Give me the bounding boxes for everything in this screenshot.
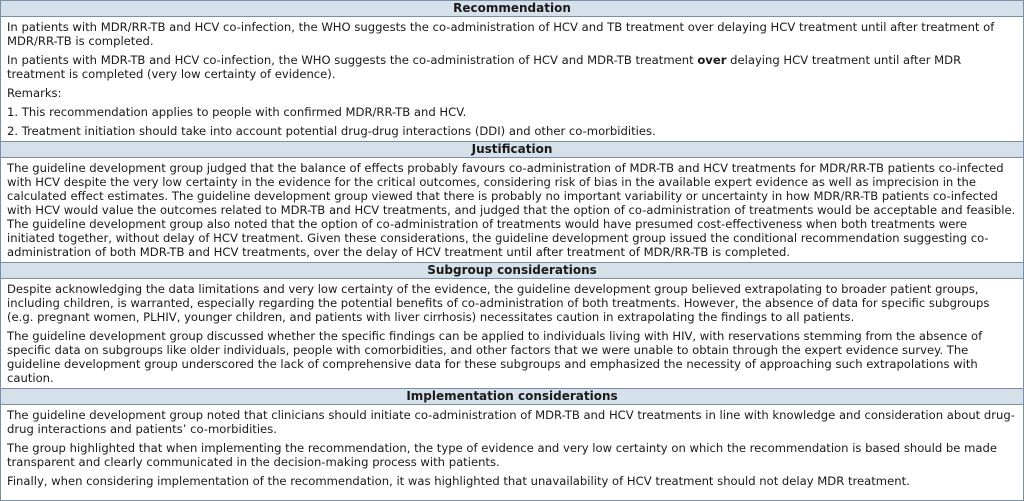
remark-1: 1. This recommendation applies to people with confirmed MDR/RR-TB and HCV. [7,105,467,119]
subgroup-section [1,279,1023,388]
implementation-paragraph-3: Finally, when considering implementation of the recommendation, it was highlighted that unavailability of HCV treatment should not delay MDR treatment. [7,474,910,488]
implementation-section [1,405,1023,491]
remarks-label: Remarks: [7,86,62,100]
recommendation-paragraph-2 [7,53,1017,81]
justification-paragraph: The guideline development group judged that the balance of effects probably favours co-administration of MDR-TB and HCV treatments for MDR/RR-TB patients co-infected with HCV despite the very low certainty in the evidence for the critical outcomes, considering risk of bias in the available expert evidence as well as imprecision in the calculated effect estimates. The guideline development group viewed that there is probably no important variability or uncertainty in how MDR/RR-TB patients co-infected with HCV would value the outcomes related to MDR-TB and HCV treatments, and judged that the option of co-administration of treatments would be acceptable and feasible. The guideline development group also noted that the option of co-administration of treatments would have presumed cost-effectiveness when both treatments were initiated together, without delay of HCV treatment. Given these considerations, the guideline development group issued the conditional recommendation suggesting co-administration of both MDR-TB and HCV treatments, over the delay of HCV treatment until after treatment of MDR/RR-TB is completed. [7,161,1016,259]
justification-header: Justification [1,141,1023,158]
implementation-header: Implementation considerations [1,388,1023,405]
recommendation-header: Recommendation [1,1,1023,17]
recommendation-p2-bold: over [697,53,727,67]
implementation-paragraph-1: The guideline development group noted that clinicians should initiate co-administration of MDR-TB and HCV treatments in line with knowledge and consideration about drug-drug interactions and patients’ co-morbidities. [7,408,1015,436]
recommendation-p2-end: delaying HCV treatment until after MDR treatment is completed (very low certainty of evidence). [7,53,962,81]
subgroup-paragraph-1: Despite acknowledging the data limitations and very low certainty of the evidence, the guideline development group believed extrapolating to broader patient groups, including children, is warranted, especially regarding the potential benefits of co-administration of both treatments. However, the absence of data for specific subgroups (e.g. pregnant women, PLHIV, younger children, and patients with liver cirrhosis) necessitates caution in extrapolating the findings to all patients. [7,282,990,324]
implementation-paragraph-2: The group highlighted that when implementing the recommendation, the type of evidence and very low certainty on which the recommendation is based should be made transparent and clearly communicated in the decision-making process with patients. [7,441,997,469]
recommendation-section [1,17,1023,141]
recommendation-paragraph-1: In patients with MDR/RR-TB and HCV co-infection, the WHO suggests the co-administration of HCV and TB treatment over delaying HCV treatment until after treatment of MDR/RR-TB is completed. [7,20,995,48]
subgroup-paragraph-2: The guideline development group discussed whether the specific findings can be applied to individuals living with HIV, with reservations stemming from the absence of specific data on subgroups like older individuals, people with comorbidities, and other factors that we were unable to obtain through the expert evidence survey. The guideline development group underscored the lack of comprehensive data for these subgroups and emphasized the necessity of approaching such extrapolations with caution. [7,329,983,385]
subgroup-header: Subgroup considerations [1,262,1023,279]
recommendation-p2-start: In patients with MDR-TB and HCV co-infection, the WHO suggests the co-administration of HCV and MDR-TB treatment [7,53,698,67]
remark-2: 2. Treatment initiation should take into account potential drug-drug interactions (DDI) and other co-morbidities. [7,124,656,138]
justification-section [1,158,1023,262]
